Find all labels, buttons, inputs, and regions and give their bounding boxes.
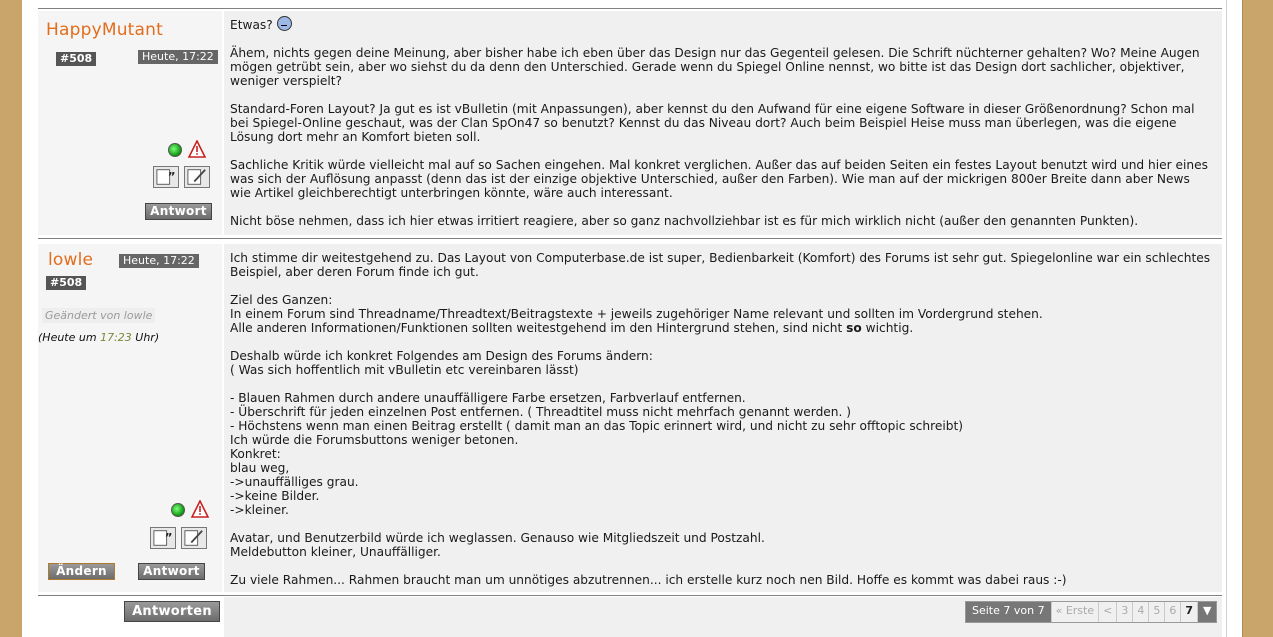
- post-date: Heute, 17:22: [138, 50, 218, 64]
- message-line: - Überschrift für jeden einzelnen Post entfernen. ( Threadtitel muss nicht mehrfach genannt werden. ): [230, 405, 852, 419]
- message-line: ( Was sich hoffentlich mit vBulletin etc vereinbaren lässt): [230, 363, 579, 377]
- page-frame-right-outer: [1242, 0, 1273, 637]
- report-warning-icon[interactable]: [191, 500, 209, 518]
- post-2-message-area: [224, 244, 1222, 592]
- message-emphasis: so: [846, 321, 862, 335]
- page-frame-left: [0, 0, 23, 637]
- thread-content: [22, 0, 1226, 637]
- message-line: Ich würde die Forumsbuttons weniger betonen.: [230, 433, 519, 447]
- username[interactable]: HappyMutant: [46, 20, 164, 40]
- divider: [38, 595, 1222, 596]
- post-2-message: [230, 251, 1214, 587]
- username[interactable]: lowle: [48, 250, 94, 270]
- message-paragraph: Ähem, nichts gegen deine Meinung, aber bisher habe ich eben über das Design nur das Gegenteil gelesen. Die Schrift nüchterner gehalten? Wo? Meine Augen mögen getrübt sein, aber wo siehst du da denn den Unterschied. Gerade wenn du Spiegel Online nennst, wo bitte ist das Design dort sachlicher, objektiver, weniger verspielt?: [230, 46, 1200, 88]
- edit-note-icon[interactable]: [181, 527, 207, 549]
- message-line: Ziel des Ganzen:: [230, 293, 333, 307]
- online-status-icon: [171, 503, 185, 517]
- smiley-icon: [277, 16, 292, 31]
- message-line: In einem Forum sind Threadname/Threadtext/Beitragstexte + jeweils zugehöriger Name relevant und sollten im Vordergrund stehen.: [230, 307, 1043, 321]
- svg-text:”: ”: [164, 530, 173, 545]
- edited-time-prefix: (Heute um: [38, 331, 101, 344]
- edited-time: [38, 331, 159, 344]
- post-2: [38, 244, 1222, 592]
- divider: [38, 8, 1222, 9]
- prev-page-link[interactable]: <: [1099, 602, 1117, 622]
- message-line: Etwas?: [230, 18, 273, 32]
- message-line: - Höchstens wenn man einen Beitrag erstellt ( damit man an das Topic erinnert wird, und nicht zu sehr offtopic schreibt): [230, 419, 963, 433]
- message-line: Meldebutton kleiner, Unauffälliger.: [230, 545, 441, 559]
- page-link[interactable]: 4: [1133, 602, 1149, 622]
- edited-time-value: 17:23: [100, 331, 132, 344]
- page-info: Seite 7 von 7: [966, 602, 1052, 622]
- quote-icon[interactable]: [153, 166, 179, 188]
- post-1-userinfo: [38, 11, 222, 235]
- post-number-badge[interactable]: #508: [46, 276, 86, 290]
- quote-icon[interactable]: [150, 527, 176, 549]
- post-1-message-area: [224, 11, 1222, 235]
- post-1: [38, 11, 1222, 235]
- svg-text:”: ”: [167, 169, 176, 184]
- edited-time-suffix: Uhr): [131, 331, 160, 344]
- message-line: ->kleiner.: [230, 503, 289, 517]
- first-page-link[interactable]: « Erste: [1052, 602, 1100, 622]
- page-link[interactable]: 6: [1165, 602, 1181, 622]
- message-paragraph: Ich stimme dir weitestgehend zu. Das Layout von Computerbase.de ist super, Bedienbarkeit (Komfort) des Forums ist sehr gut. Spiegelonline war ein schlechtes Beispiel, aber deren Forum finde ich gut.: [230, 251, 1211, 279]
- online-status-icon: [168, 143, 182, 157]
- message-line: blau weg,: [230, 461, 290, 475]
- edit-button[interactable]: Ändern: [48, 563, 115, 580]
- message-line: ->keine Bilder.: [230, 489, 320, 503]
- message-line: ->unauffälliges grau.: [230, 475, 359, 489]
- reply-button[interactable]: Antwort: [138, 563, 205, 580]
- page-link[interactable]: 3: [1117, 602, 1133, 622]
- message-line: Konkret:: [230, 447, 281, 461]
- edit-note-icon[interactable]: [184, 166, 210, 188]
- new-reply-button[interactable]: Antworten: [124, 601, 220, 622]
- message-text: Alle anderen Informationen/Funktionen sollten weitestgehend im den Hintergrund stehen, sind nicht: [230, 321, 847, 335]
- message-paragraph: Sachliche Kritik würde vielleicht mal auf so Sachen eingehen. Mal konkret verglichen. Außer das auf beiden Seiten ein festes Layout benutzt wird und hier eines was sich der Auflösung anpasst (denn das ist der einzige objektive Unterschied, außer den Farben). Wie man auf der mickrigen 800er Breite dann aber News wie Artikel gleichberechtigt unterbringen könnte, wäre auch interessant.: [230, 158, 1208, 200]
- page-link[interactable]: 5: [1149, 602, 1165, 622]
- reply-button[interactable]: Antwort: [145, 203, 212, 220]
- message-line: - Blauen Rahmen durch andere unauffälligere Farbe ersetzen, Farbverlauf entfernen.: [230, 391, 746, 405]
- post-1-message: [230, 16, 1214, 228]
- message-paragraph: Nicht böse nehmen, dass ich hier etwas irritiert reagiere, aber so ganz nachvollziehbar ist es für mich wirklich nicht (außer den genannten Punkten).: [230, 214, 1139, 228]
- report-warning-icon[interactable]: [188, 140, 206, 158]
- post-number-badge[interactable]: #508: [56, 52, 96, 66]
- pagination: [965, 601, 1217, 623]
- post-2-userinfo: [38, 244, 222, 592]
- message-line: [230, 321, 1214, 335]
- message-line: Deshalb würde ich konkret Folgendes am Design des Forums ändern:: [230, 349, 653, 363]
- message-text: wichtig.: [861, 321, 914, 335]
- post-date: Heute, 17:22: [119, 254, 199, 268]
- current-page: 7: [1181, 602, 1198, 622]
- divider: [38, 238, 1222, 239]
- message-line: Avatar, und Benutzerbild würde ich weglassen. Genauso wie Mitgliedszeit und Postzahl.: [230, 531, 765, 545]
- edited-by-note: Geändert von lowle: [42, 308, 155, 323]
- chevron-down-icon[interactable]: ▼: [1198, 602, 1216, 622]
- message-paragraph: Standard-Foren Layout? Ja gut es ist vBulletin (mit Anpassungen), aber kennst du den Aufwand für eine eigene Software in dieser Größenordnung? Schon mal bei Spiegel-Online geschaut, was der Clan SpOn47 so benutzt? Kennst du das Niveau dort? Auch beim Beispiel Heise muss man überlegen, was die eigene Lösung dort mehr an Komfort bieten soll.: [230, 102, 1195, 144]
- message-line: Zu viele Rahmen... Rahmen braucht man um unnötiges abzutrennen... ich erstelle kurz noch nen Bild. Hoffe es kommt was dabei raus :-): [230, 573, 1067, 587]
- page-frame-right: [1226, 0, 1243, 637]
